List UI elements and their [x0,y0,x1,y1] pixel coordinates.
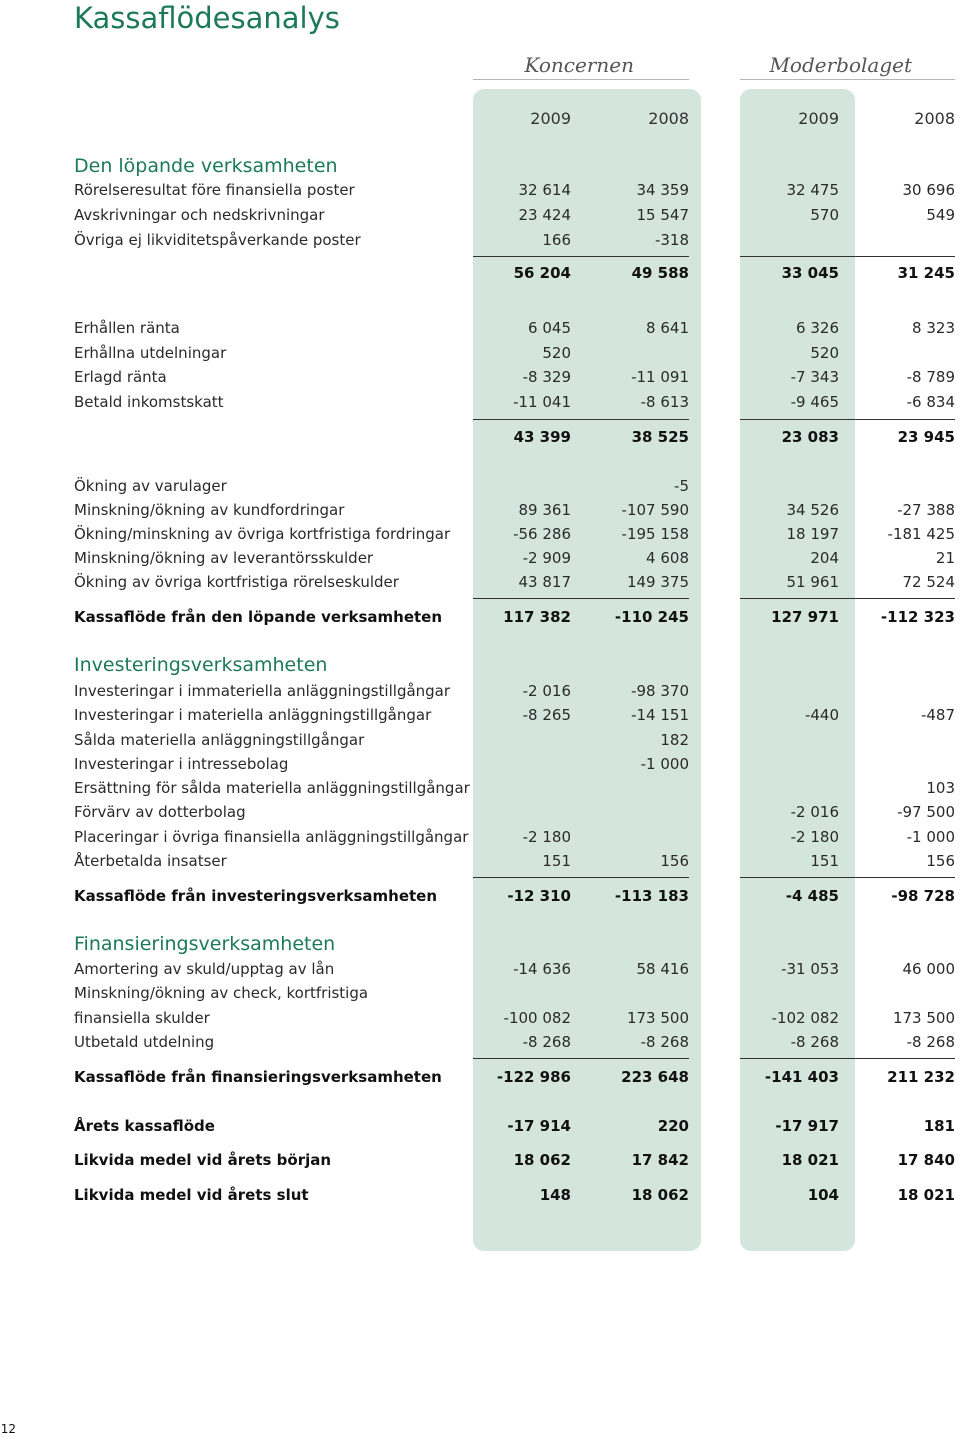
group-rule-koncernen [473,79,689,80]
total-row [0,884,960,909]
value-koncernen-2009: -100 082 [503,1009,571,1027]
value-koncernen-2009: -2 909 [522,549,571,567]
total-row [0,1183,960,1208]
value-moderbolaget-2009: -141 403 [764,1068,839,1086]
value-moderbolaget-2008: -112 323 [880,608,955,626]
value-moderbolaget-2008: 31 245 [897,264,955,282]
table-row [0,365,960,390]
value-moderbolaget-2009: 6 326 [796,319,839,337]
value-koncernen-2008: -113 183 [614,887,689,905]
value-koncernen-2008: 15 547 [636,206,689,224]
row-label: Likvida medel vid årets slut [74,1186,309,1204]
value-koncernen-2009: -56 286 [513,525,571,543]
table-row [0,203,960,228]
table-row [0,316,960,341]
row-label: Investeringar i materiella anläggningstillgångar [74,706,432,724]
value-koncernen-2008: 18 062 [631,1186,689,1204]
row-label: Placeringar i övriga finansiella anläggningstillgångar [74,828,469,846]
subtotal-rule [473,877,689,878]
table-row [0,800,960,825]
table-row [0,546,960,571]
table-row [0,849,960,874]
group-header-moderbolaget: Moderbolaget [769,53,912,77]
subtotal-rule [740,877,955,878]
total-row [0,605,960,630]
row-label: Investeringar i intressebolag [74,755,289,773]
value-moderbolaget-2008: -98 728 [891,887,955,905]
value-koncernen-2009: -17 914 [507,1117,571,1135]
table-row [0,498,960,523]
value-moderbolaget-2009: -17 917 [775,1117,839,1135]
value-moderbolaget-2008: 17 840 [897,1151,955,1169]
row-label: Amortering av skuld/upptag av lån [74,960,335,978]
row-label: Årets kassaflöde [74,1117,215,1135]
value-koncernen-2008: 4 608 [646,549,689,567]
total-row [0,1114,960,1139]
value-koncernen-2008: 220 [657,1117,689,1135]
value-moderbolaget-2008: 21 [935,549,955,567]
subtotal-rule [473,1058,689,1059]
subtotal-rule [740,419,955,420]
year-moderbolaget-2009: 2009 [798,109,839,128]
value-koncernen-2009: 89 361 [518,501,571,519]
table-row [0,341,960,366]
value-koncernen-2008: 8 641 [646,319,689,337]
value-moderbolaget-2009: 18 197 [786,525,839,543]
value-koncernen-2009: -122 986 [496,1068,571,1086]
row-label: Avskrivningar och nedskrivningar [74,206,325,224]
value-koncernen-2009: 23 424 [518,206,571,224]
year-koncernen-2008: 2008 [648,109,689,128]
row-label: Kassaflöde från investeringsverksamheten [74,887,438,905]
value-koncernen-2008: 182 [660,731,689,749]
value-koncernen-2008: 156 [660,852,689,870]
value-moderbolaget-2009: 570 [810,206,839,224]
value-koncernen-2009: -8 268 [522,1033,571,1051]
table-row [0,178,960,203]
value-moderbolaget-2009: -8 268 [790,1033,839,1051]
value-moderbolaget-2008: -6 834 [906,393,955,411]
value-moderbolaget-2009: -102 082 [771,1009,839,1027]
section-heading-finansiering: Finansieringsverksamheten [74,933,336,955]
value-koncernen-2008: 223 648 [621,1068,689,1086]
row-label: Erhållna utdelningar [74,344,227,362]
row-label: Övriga ej likviditetspåverkande poster [74,231,361,249]
value-koncernen-2009: -11 041 [513,393,571,411]
value-moderbolaget-2009: 32 475 [786,181,839,199]
value-moderbolaget-2009: -440 [804,706,839,724]
total-row [0,1065,960,1090]
row-label: Sålda materiella anläggningstillgångar [74,731,365,749]
table-row [0,390,960,415]
table-row [0,825,960,850]
value-moderbolaget-2008: -27 388 [897,501,955,519]
value-moderbolaget-2009: 51 961 [786,573,839,591]
value-moderbolaget-2008: 30 696 [902,181,955,199]
year-moderbolaget-2008: 2008 [914,109,955,128]
table-row [0,679,960,704]
value-moderbolaget-2009: 520 [810,344,839,362]
value-moderbolaget-2008: -1 000 [906,828,955,846]
value-koncernen-2008: 149 375 [626,573,689,591]
value-koncernen-2008: 34 359 [636,181,689,199]
value-moderbolaget-2008: 46 000 [902,960,955,978]
value-koncernen-2008: 38 525 [631,428,689,446]
group-rule-moderbolaget [740,79,955,80]
value-moderbolaget-2008: 23 945 [897,428,955,446]
row-label: Erhållen ränta [74,319,180,337]
row-label: Minskning/ökning av leverantörsskulder [74,549,374,567]
row-label: Investeringar i immateriella anläggningstillgångar [74,682,451,700]
row-label: Ersättning för sålda materiella anläggningstillgångar [74,779,470,797]
row-label: Rörelseresultat före finansiella poster [74,181,355,199]
subtotal-rule [473,256,689,257]
value-koncernen-2009: 6 045 [528,319,571,337]
row-label: Ökning av varulager [74,477,227,495]
page-number: 12 [0,1422,16,1436]
value-koncernen-2008: -98 370 [631,682,689,700]
value-moderbolaget-2009: 18 021 [781,1151,839,1169]
value-moderbolaget-2008: -8 268 [906,1033,955,1051]
value-moderbolaget-2009: 34 526 [786,501,839,519]
table-row [0,1006,960,1031]
value-koncernen-2009: 520 [542,344,571,362]
total-row [0,261,960,286]
row-label: Betald inkomstskatt [74,393,224,411]
value-koncernen-2008: -1 000 [640,755,689,773]
value-moderbolaget-2009: 33 045 [781,264,839,282]
value-koncernen-2009: 56 204 [513,264,571,282]
row-label: Minskning/ökning av check, kortfristiga [74,984,369,1002]
value-koncernen-2009: 148 [539,1186,571,1204]
table-row [0,228,960,253]
value-moderbolaget-2008: -487 [920,706,955,724]
table-row [0,474,960,499]
value-moderbolaget-2009: -2 016 [790,803,839,821]
value-moderbolaget-2008: 549 [926,206,955,224]
row-label: Erlagd ränta [74,368,167,386]
value-koncernen-2008: 173 500 [626,1009,689,1027]
table-row [0,1030,960,1055]
value-moderbolaget-2009: 127 971 [771,608,839,626]
page-title: Kassaflödesanalys [74,1,340,35]
value-moderbolaget-2008: 211 232 [887,1068,955,1086]
value-moderbolaget-2009: 23 083 [781,428,839,446]
subtotal-rule [473,419,689,420]
value-koncernen-2008: 17 842 [631,1151,689,1169]
value-moderbolaget-2008: 173 500 [892,1009,955,1027]
table-row [0,728,960,753]
value-moderbolaget-2008: 156 [926,852,955,870]
value-koncernen-2009: 43 399 [513,428,571,446]
value-koncernen-2008: -14 151 [631,706,689,724]
table-row [0,570,960,595]
table-row [0,776,960,801]
value-koncernen-2009: 151 [542,852,571,870]
value-moderbolaget-2009: -9 465 [790,393,839,411]
year-koncernen-2009: 2009 [530,109,571,128]
value-moderbolaget-2009: -31 053 [781,960,839,978]
value-moderbolaget-2008: 8 323 [912,319,955,337]
value-koncernen-2008: -5 [674,477,689,495]
value-koncernen-2009: 32 614 [518,181,571,199]
value-koncernen-2008: 58 416 [636,960,689,978]
value-koncernen-2009: 166 [542,231,571,249]
total-row [0,1148,960,1173]
row-label: Förvärv av dotterbolag [74,803,246,821]
table-row [0,752,960,777]
table-row [0,522,960,547]
value-moderbolaget-2008: 181 [923,1117,955,1135]
table-row [0,703,960,728]
value-koncernen-2009: -14 636 [513,960,571,978]
section-heading-investering: Investeringsverksamheten [74,654,328,676]
subtotal-rule [740,256,955,257]
row-label: Återbetalda insatser [74,852,227,870]
total-row [0,425,960,450]
value-moderbolaget-2008: 72 524 [902,573,955,591]
value-koncernen-2008: 49 588 [631,264,689,282]
value-koncernen-2009: -8 265 [522,706,571,724]
value-koncernen-2008: -8 613 [640,393,689,411]
value-moderbolaget-2009: 204 [810,549,839,567]
value-koncernen-2009: 18 062 [513,1151,571,1169]
value-moderbolaget-2009: 151 [810,852,839,870]
value-koncernen-2009: -2 180 [522,828,571,846]
section-heading-lopande: Den löpande verksamheten [74,155,338,177]
row-label: finansiella skulder [74,1009,210,1027]
value-moderbolaget-2009: -4 485 [785,887,839,905]
value-moderbolaget-2009: 104 [807,1186,839,1204]
value-koncernen-2008: -8 268 [640,1033,689,1051]
value-moderbolaget-2008: 18 021 [897,1186,955,1204]
value-koncernen-2009: 117 382 [503,608,571,626]
value-moderbolaget-2008: -181 425 [887,525,955,543]
subtotal-rule [740,598,955,599]
value-koncernen-2008: -110 245 [614,608,689,626]
value-moderbolaget-2008: 103 [926,779,955,797]
group-header-koncernen: Koncernen [524,53,634,77]
row-label: Kassaflöde från den löpande verksamheten [74,608,443,626]
value-koncernen-2009: 43 817 [518,573,571,591]
value-koncernen-2008: -11 091 [631,368,689,386]
row-label: Ökning/minskning av övriga kortfristiga fordringar [74,525,451,543]
value-koncernen-2008: -318 [654,231,689,249]
table-row [0,957,960,982]
row-label: Likvida medel vid årets början [74,1151,332,1169]
value-koncernen-2008: -107 590 [621,501,689,519]
row-label: Utbetald utdelning [74,1033,215,1051]
row-label: Minskning/ökning av kundfordringar [74,501,345,519]
subtotal-rule [740,1058,955,1059]
value-moderbolaget-2009: -7 343 [790,368,839,386]
row-label: Ökning av övriga kortfristiga rörelseskulder [74,573,399,591]
value-koncernen-2009: -12 310 [507,887,571,905]
value-moderbolaget-2008: -8 789 [906,368,955,386]
value-koncernen-2008: -195 158 [621,525,689,543]
value-moderbolaget-2008: -97 500 [897,803,955,821]
value-koncernen-2009: -2 016 [522,682,571,700]
row-label: Kassaflöde från finansieringsverksamheten [74,1068,442,1086]
value-moderbolaget-2009: -2 180 [790,828,839,846]
subtotal-rule [473,598,689,599]
table-row [0,981,960,1006]
value-koncernen-2009: -8 329 [522,368,571,386]
